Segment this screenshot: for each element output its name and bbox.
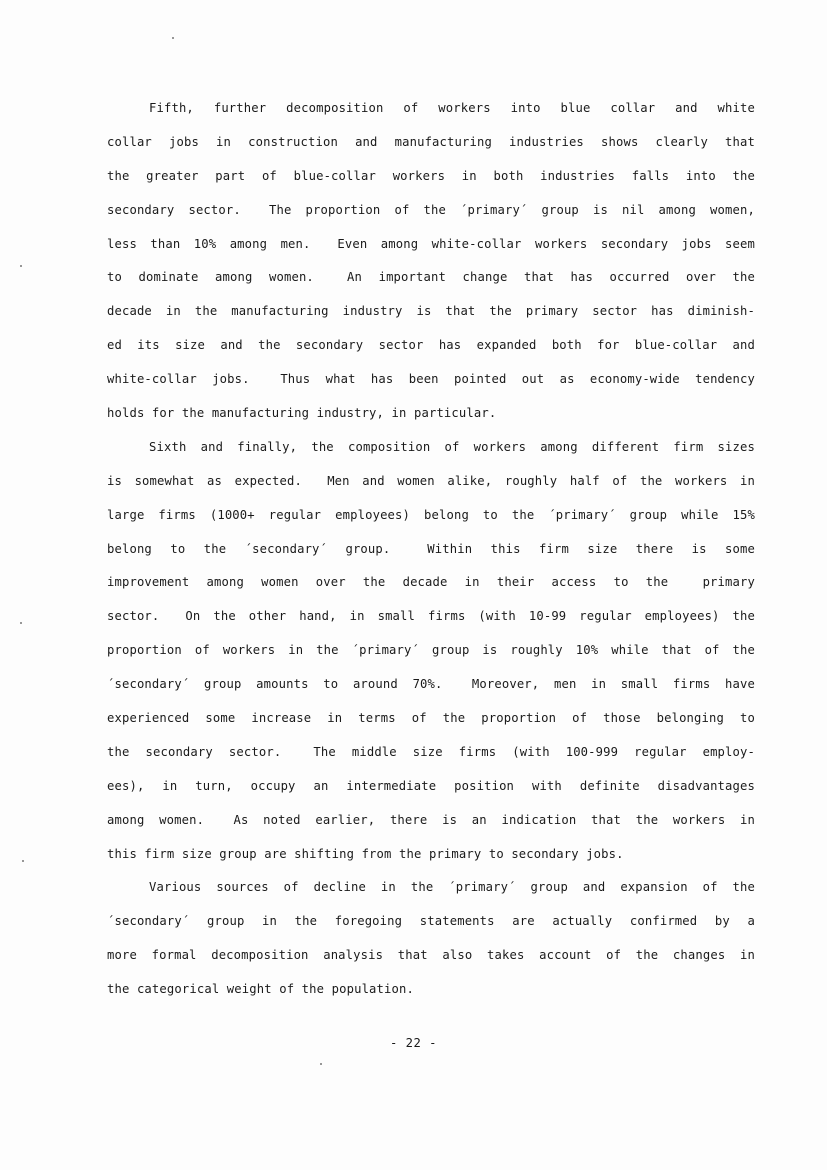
- text-line: is somewhat as expected. Men and women alike, roughly half of the workers in: [107, 473, 755, 488]
- text-line: ´secondary´ group in the foregoing statements are actually confirmed by a: [107, 914, 755, 929]
- text-line: Sixth and finally, the composition of workers among different firm sizes: [149, 439, 755, 454]
- scan-speck: [20, 265, 22, 267]
- scan-speck: [320, 1063, 322, 1065]
- text-line: holds for the manufacturing industry, in particular.: [107, 406, 497, 421]
- text-line: Various sources of decline in the ´primary´ group and expansion of the: [149, 880, 755, 895]
- text-line: belong to the ´secondary´ group. Within this firm size there is some: [107, 541, 755, 556]
- text-line: to dominate among women. An important change that has occurred over the: [107, 270, 755, 285]
- text-line: decade in the manufacturing industry is that the primary sector has diminish-: [107, 304, 755, 319]
- text-line: secondary sector. The proportion of the ´primary´ group is nil among women,: [107, 202, 755, 217]
- text-line: white-collar jobs. Thus what has been pointed out as economy-wide tendency: [107, 372, 755, 387]
- text-line: improvement among women over the decade in their access to the primary: [107, 575, 755, 590]
- text-line: experienced some increase in terms of the proportion of those belonging to: [107, 711, 755, 726]
- scan-speck: [20, 622, 22, 624]
- text-line: collar jobs in construction and manufacturing industries shows clearly that: [107, 134, 755, 149]
- text-line: sector. On the other hand, in small firms (with 10-99 regular employees) the: [107, 609, 755, 624]
- text-line: ´secondary´ group amounts to around 70%. Moreover, men in small firms have: [107, 677, 755, 692]
- text-line: the categorical weight of the population.: [107, 982, 414, 997]
- text-line: large firms (1000+ regular employees) belong to the ´primary´ group while 15%: [107, 507, 755, 522]
- scan-speck: [22, 860, 24, 862]
- text-line: this firm size group are shifting from the primary to secondary jobs.: [107, 846, 624, 861]
- paragraph: [107, 92, 755, 431]
- page-number: - 22 -: [389, 1036, 438, 1050]
- text-line: the secondary sector. The middle size firms (with 100-999 regular employ-: [107, 744, 755, 759]
- paragraph: [107, 871, 755, 1007]
- text-line: less than 10% among men. Even among white-collar workers secondary jobs seem: [107, 236, 755, 251]
- paragraph: [107, 431, 755, 872]
- text-line: more formal decomposition analysis that also takes account of the changes in: [107, 948, 755, 963]
- text-line: the greater part of blue-collar workers in both industries falls into the: [107, 168, 755, 183]
- text-line: Fifth, further decomposition of workers into blue collar and white: [149, 101, 755, 115]
- text-line: proportion of workers in the ´primary´ group is roughly 10% while that of the: [107, 643, 755, 658]
- text-line: ees), in turn, occupy an intermediate position with definite disadvantages: [107, 778, 755, 793]
- text-line: among women. As noted earlier, there is an indication that the workers in: [107, 812, 755, 827]
- text-line: ed its size and the secondary sector has expanded both for blue-collar and: [107, 338, 755, 353]
- body-text: [107, 92, 755, 1007]
- scan-speck: [172, 37, 174, 39]
